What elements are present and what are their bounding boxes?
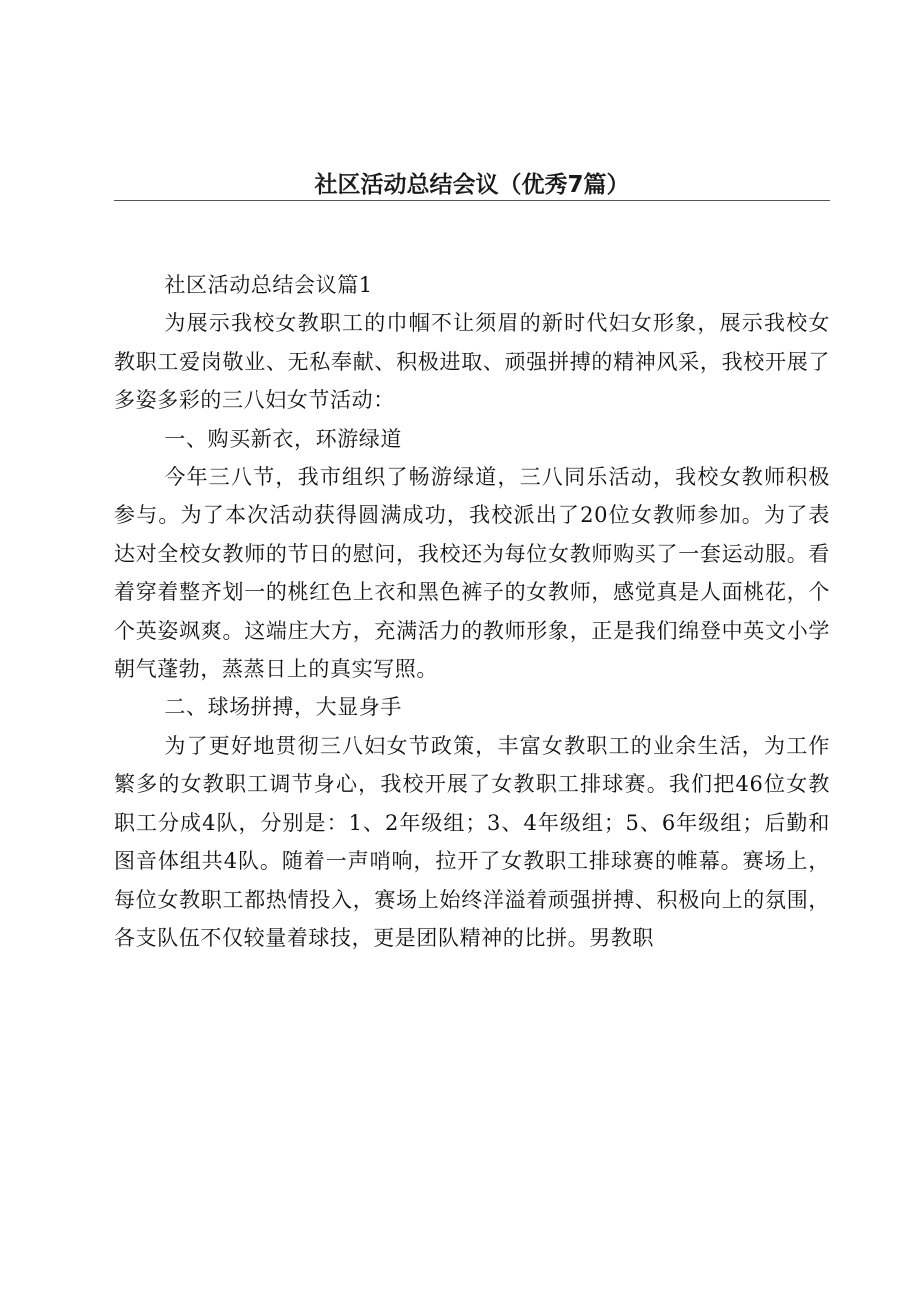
document-title: 社区活动总结会议（优秀7篇） — [314, 172, 630, 198]
document-body — [114, 266, 830, 957]
section-title: 社区活动总结会议篇1 — [164, 273, 373, 297]
paragraph-greenway: 今年三八节，我市组织了畅游绿道，三八同乐活动，我校女教师积极参与。为了本次活动获得圆满成功，我校派出了20位女教师参加。为了表达对全校女教师的节日的慰问，我校还为每位女教师购买了一套运动服。看着穿着整齐划一的桃红色上衣和黑色裤子的女教师，感觉真是人面桃花，个个英姿飒爽。这端庄大方，充满活力的教师形象，正是我们绵登中英文小学朝气蓬勃，蒸蒸日上的真实写照。 — [114, 465, 830, 682]
subheading-2: 二、球场拼搏，大显身手 — [164, 695, 402, 720]
paragraph-volleyball: 为了更好地贯彻三八妇女节政策，丰富女教职工的业余生活，为工作繁多的女教职工调节身心，我校开展了女教职工排球赛。我们把46位女教职工分成4队，分别是：1、2年级组；3、4年级组；5、6年级组；后勤和图音体组共4队。随着一声哨响，拉开了女教职工排球赛的帷幕。赛场上，每位女教职工都热情投入，赛场上始终洋溢着顽强拼搏、积极向上的氛围，各支队伍不仅较量着球技，更是团队精神的比拼。男教职 — [114, 733, 830, 950]
title-underline — [114, 200, 830, 201]
intro-paragraph: 为展示我校女教职工的巾帼不让须眉的新时代妇女形象，展示我校女教职工爱岗敬业、无私奉献、积极进取、顽强拼搏的精神风采，我校开展了多姿多彩的三八妇女节活动： — [114, 311, 830, 413]
subheading-1: 一、购买新衣，环游绿道 — [164, 426, 402, 451]
